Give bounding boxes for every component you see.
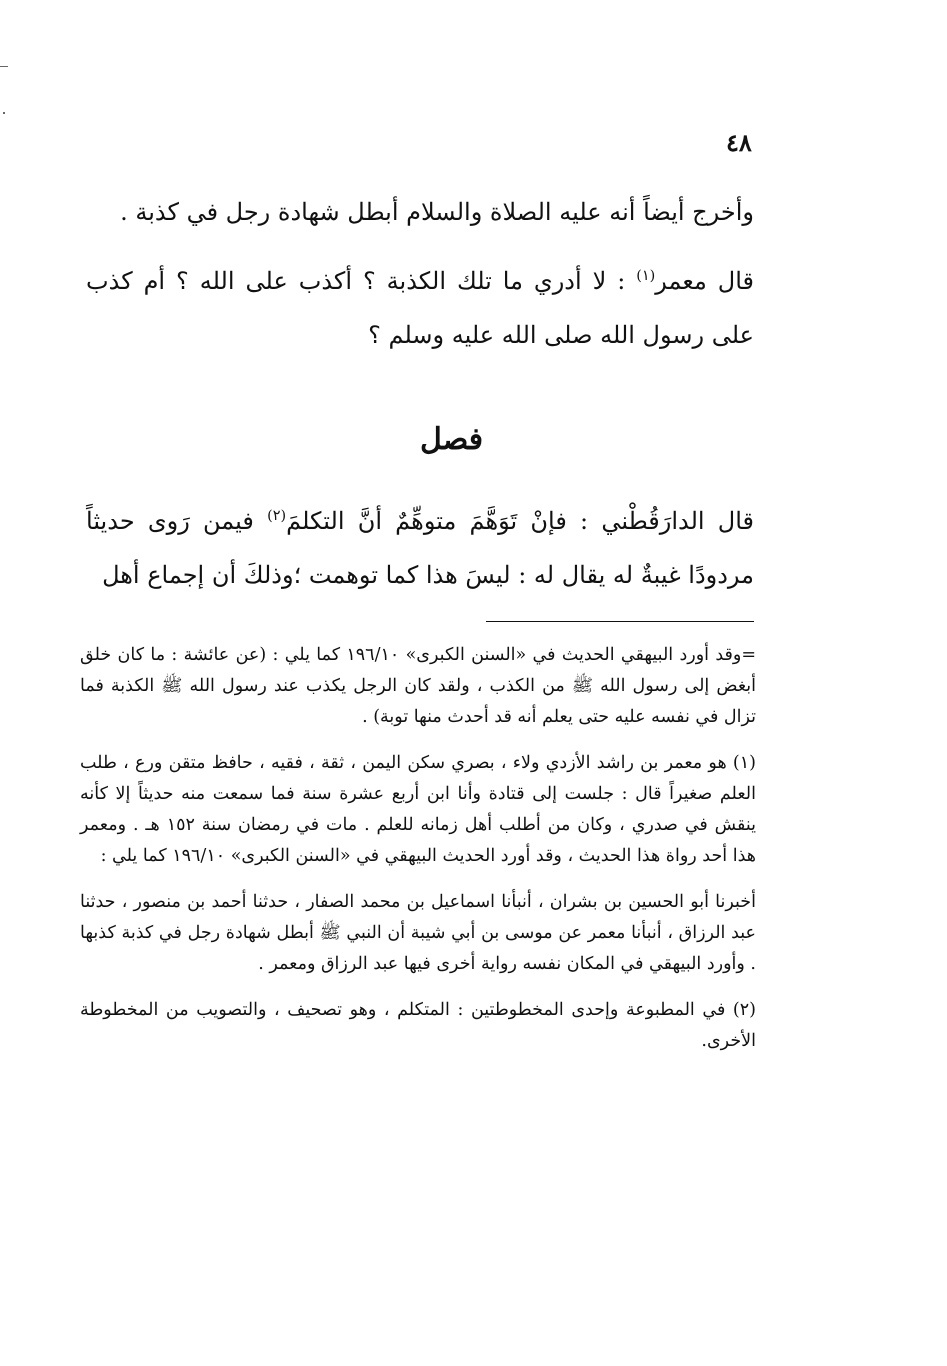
footnote-1-continued: أخبرنا أبو الحسين بن بشران ، أنبأنا اسماعيل بن محمد الصفار ، حدثنا أحمد بن منصور ، حدثنا عبد الرزاق ، أنبأنا معمر عن موسى بن أبي شيبة أن النبي ﷺ أبطل شهادة رجل في كذبة كذبها . وأورد البيهقي في المكان نفسه رواية أخرى فيها عبد الرزاق ومعمر . <box>80 892 756 974</box>
scan-dot <box>3 112 5 114</box>
section-heading-text: فصل <box>420 422 484 457</box>
section-heading <box>0 422 947 457</box>
paragraph-1 <box>86 185 754 239</box>
paragraph-1-text: وأخرج أيضاً أنه عليه الصلاة والسلام أبطل شهادة رجل في كذبة . <box>120 198 754 226</box>
paragraph-2-rest: : لا أدري ما تلك الكذبة ؟ أكذب على الله ؟ أم كذب على رسول الله صلى الله عليه وسلم ؟ <box>86 267 754 349</box>
footnotes-section <box>80 640 756 1072</box>
paragraph-3-start: قال الدارَقُطْني : فإنْ تَوَهَّمَ متوهِّمٌ أنَّ التكلمَ <box>286 507 754 535</box>
paragraph-3 <box>86 494 754 602</box>
footnote-2: (٢) في المطبوعة وإحدى المخطوطتين : المتكلم ، وهو تصحيف ، والتصويب من المخطوطة الأخرى. <box>80 1000 756 1051</box>
paragraph-3-rest: فيمن رَوى حديثاً مردودًا غيبةٌ له يقال له : ليسَ هذا كما توهمت ؛وذلكَ أن إجماع أهل <box>86 507 754 589</box>
footnote-continuation: =وقد أورد البيهقي الحديث في «السنن الكبرى» ١٩٦/١٠ كما يلي : (عن عائشة : ما كان خلق أبغض إلى رسول الله ﷺ من الكذب ، ولقد كان الرجل يكذب عند رسول الله ﷺ الكذبة فما تزال في نفسه عليه حتى يعلم أنه قد أحدث منها توبة) . <box>80 645 757 727</box>
scan-mark <box>0 66 8 67</box>
page-number: ٤٨ <box>726 128 752 157</box>
footnote-ref-2: (٢) <box>267 508 287 524</box>
footnote-1: (١) هو معمر بن راشد الأزدي ولاء ، بصري سكن اليمن ، ثقة ، فقيه ، حافظ متقن ورع ، طلب العلم صغيراً قال : جلست إلى قتادة وأنا ابن أربع عشرة سنة فما سمعت منه حديثاً إلا كأنه ينقش في صدري ، وكان من أطلب أهل زمانه للعلم . مات في رمضان سنة ١٥٢ هـ . ومعمر هذا أحد رواة هذا الحديث ، وقد أورد الحديث البيهقي في «السنن الكبرى» ١٩٦/١٠ كما يلي : <box>80 753 756 866</box>
footnote-divider <box>486 621 754 622</box>
paragraph-2 <box>86 254 754 362</box>
footnote-ref-1: (١) <box>636 268 656 284</box>
paragraph-2-start: قال معمر <box>655 267 755 295</box>
